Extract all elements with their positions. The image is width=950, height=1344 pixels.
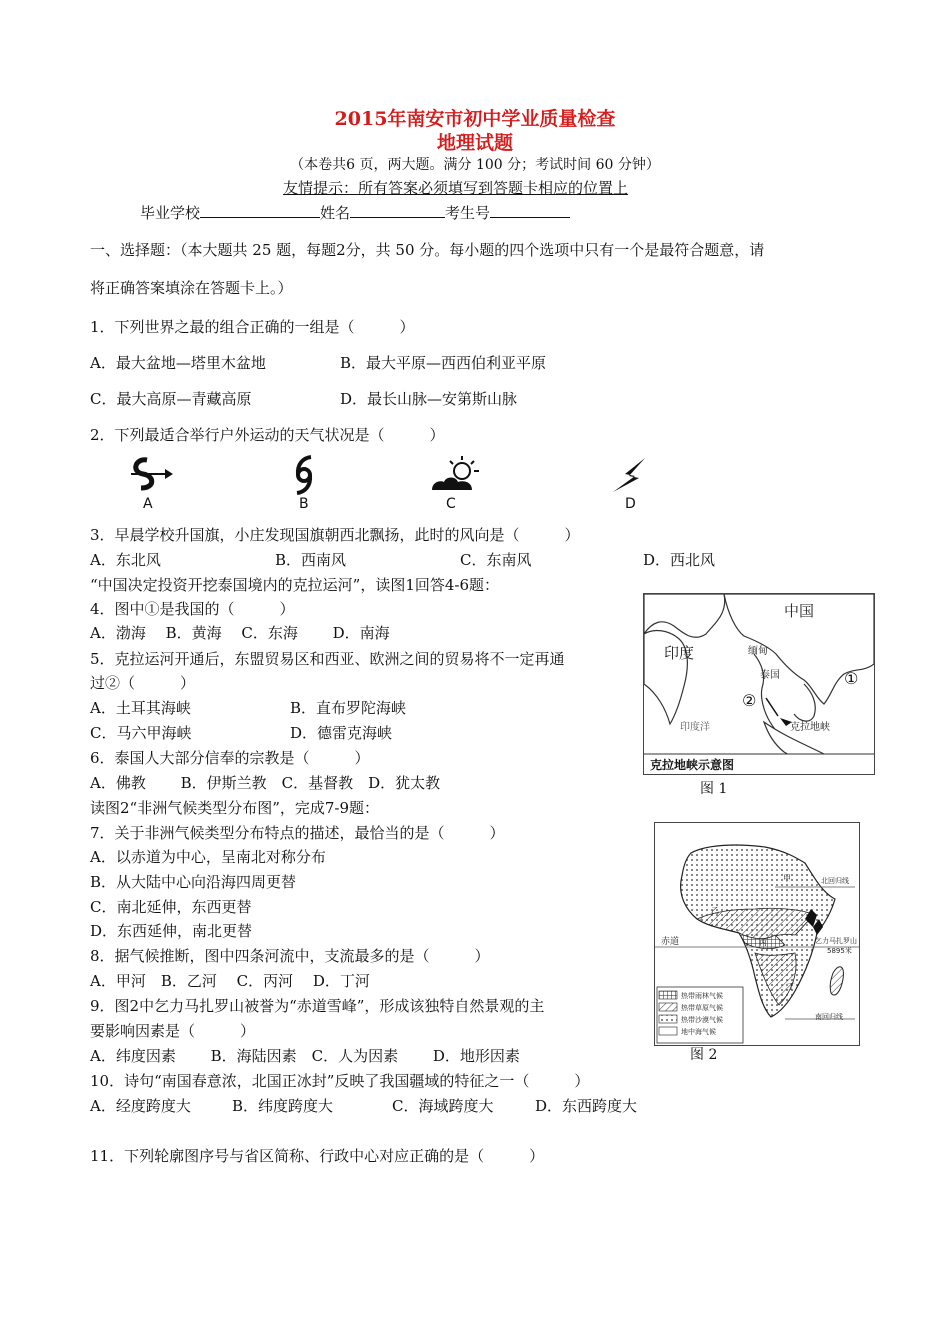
exam-subtitle: 地理试题 xyxy=(436,132,513,154)
q7-option-c[interactable]: C．南北延伸，东西更替 xyxy=(90,898,252,916)
q3-option-c[interactable]: C．东南风 xyxy=(460,551,532,569)
label-thailand: 泰国 xyxy=(760,670,780,681)
q1-option-d[interactable]: D．最长山脉—安第斯山脉 xyxy=(340,390,518,408)
tip-text: 友情提示：所有答案必须填写到答题卡相应的位置上 xyxy=(283,179,629,197)
figure1-kra-map xyxy=(643,593,875,775)
q7-option-b[interactable]: B．从大陆中心向沿海四周更替 xyxy=(90,873,297,891)
label-marker-1: ① xyxy=(844,669,859,688)
q9-stem-2: 要影响因素是（ ） xyxy=(90,1022,256,1040)
label-kilimanjaro: 乞力马扎罗山 xyxy=(815,937,857,945)
label-kra-strait: 克拉地峡 xyxy=(790,722,830,733)
legend-savanna: 热带草原气候 xyxy=(681,1004,723,1012)
section1-intro-2: 将正确答案填涂在答题卡上。） xyxy=(90,279,293,297)
typhoon-icon xyxy=(285,452,325,512)
intro-7-9: 读图2“非洲气候类型分布图”，完成7-9题： xyxy=(90,799,380,817)
q3-stem: 3．早晨学校升国旗，小庄发现国旗朝西北飘扬，此时的风向是（ ） xyxy=(90,526,580,544)
label-china: 中国 xyxy=(784,602,815,620)
q1-option-b[interactable]: B．最大平原—西西伯利亚平原 xyxy=(340,354,547,372)
africa-map-svg xyxy=(655,823,859,1045)
q4-options[interactable]: A．渤海 B．黄海 C．东海 D．南海 xyxy=(90,624,390,642)
section1-intro: 一、选择题：（本大题共 25 题，每题2分，共 50 分。每小题的四个选项中只有一个是最符合题意，请 xyxy=(90,241,765,259)
q8-stem: 8．据气候推断，图中四条河流中，支流最多的是（ ） xyxy=(90,947,490,965)
q5-option-a[interactable]: A．土耳其海峡 xyxy=(90,699,191,717)
school-label: 毕业学校 xyxy=(140,204,201,222)
q10-option-d[interactable]: D．东西跨度大 xyxy=(535,1097,638,1115)
legend-rainforest: 热带雨林气候 xyxy=(681,992,723,1000)
sandstorm-icon xyxy=(125,452,185,512)
q6-stem: 6．泰国人大部分信奉的宗教是（ ） xyxy=(90,749,370,767)
label-river-yi: 乙 xyxy=(711,906,719,915)
label-equator: 赤道 xyxy=(661,937,680,947)
student-info-fields xyxy=(140,202,570,223)
q1-option-c[interactable]: C．最大高原—青藏高原 xyxy=(90,390,252,408)
label-river-ding: 丁 xyxy=(787,982,795,991)
q2-label-b: B xyxy=(299,496,309,512)
q2-stem: 2．下列最适合举行户外运动的天气状况是（ ） xyxy=(90,426,445,444)
q4-stem: 4．图中①是我国的（ ） xyxy=(90,600,295,618)
q7-option-a[interactable]: A．以赤道为中心，呈南北对称分布 xyxy=(90,848,326,866)
q3-option-a[interactable]: A．东北风 xyxy=(90,551,161,569)
school-blank[interactable] xyxy=(200,203,320,218)
name-blank[interactable] xyxy=(350,203,445,218)
q2-option-b[interactable] xyxy=(285,452,325,512)
q2-option-d[interactable] xyxy=(605,452,660,512)
q2-option-a[interactable] xyxy=(125,452,185,512)
label-indian-ocean: 印度洋 xyxy=(680,722,710,733)
legend-desert: 热带沙漠气候 xyxy=(681,1016,723,1024)
legend-mediterranean: 地中海气候 xyxy=(681,1028,716,1036)
q2-label-c: C xyxy=(446,496,456,512)
q1-stem: 1．下列世界之最的组合正确的一组是（ ） xyxy=(90,318,415,336)
q5-stem-2: 过②（ ） xyxy=(90,674,196,692)
q11-stem: 11．下列轮廓图序号与省区简称、行政中心对应正确的是（ ） xyxy=(90,1147,545,1165)
map-title: 克拉地峡示意图 xyxy=(650,758,735,772)
label-river-jia: 甲 xyxy=(783,874,791,883)
intro-4-6: “中国决定投资开挖泰国境内的克拉运河”，读图1回答4-6题： xyxy=(90,576,500,594)
thunderstorm-icon xyxy=(605,452,660,512)
label-kili-height: 5895米 xyxy=(827,947,852,955)
kra-map-svg xyxy=(644,594,874,774)
figure2-caption: 图 2 xyxy=(690,1047,718,1063)
label-river-bing: 丙 xyxy=(759,938,767,947)
label-india: 印度 xyxy=(664,644,695,662)
figure1-caption: 图 1 xyxy=(700,781,728,797)
partly-cloudy-icon xyxy=(428,452,488,512)
q5-option-c[interactable]: C．马六甲海峡 xyxy=(90,724,192,742)
name-label: 姓名 xyxy=(320,204,351,222)
q9-stem: 9．图2中乞力马扎罗山被誉为“赤道雪峰”，形成该独特自然景观的主 xyxy=(90,997,545,1015)
q7-option-d[interactable]: D．东西延伸，南北更替 xyxy=(90,922,253,940)
label-marker-2: ② xyxy=(742,691,757,710)
q2-label-a: A xyxy=(143,496,153,512)
q10-option-c[interactable]: C．海域跨度大 xyxy=(392,1097,494,1115)
q10-option-a[interactable]: A．经度跨度大 xyxy=(90,1097,191,1115)
q6-options[interactable]: A．佛教 B．伊斯兰教 C．基督教 D．犹太教 xyxy=(90,774,441,792)
q3-option-b[interactable]: B．西南风 xyxy=(275,551,347,569)
q2-option-c[interactable] xyxy=(428,452,488,512)
exam-info: （本卷共6 页，两大题。满分 100 分；考试时间 60 分钟） xyxy=(290,157,660,173)
friendly-tip xyxy=(283,177,628,198)
q3-option-d[interactable]: D．西北风 xyxy=(643,551,716,569)
q5-option-b[interactable]: B．直布罗陀海峡 xyxy=(290,699,407,717)
label-tropic-north: 北回归线 xyxy=(821,877,849,885)
exam-title: 2015年南安市初中学业质量检查 xyxy=(334,108,616,130)
q5-option-d[interactable]: D．德雷克海峡 xyxy=(290,724,393,742)
q1-option-a[interactable]: A．最大盆地—塔里木盆地 xyxy=(90,354,266,372)
exam-no-blank[interactable] xyxy=(490,203,570,218)
q7-stem: 7．关于非洲气候类型分布特点的描述，最恰当的是（ ） xyxy=(90,824,505,842)
exam-no-label: 考生号 xyxy=(445,204,491,222)
q5-stem: 5．克拉运河开通后，东盟贸易区和西亚、欧洲之间的贸易将不一定再通 xyxy=(90,650,565,668)
figure2-africa-climate-map xyxy=(654,822,860,1046)
label-tropic-south: 南回归线 xyxy=(815,1013,843,1021)
label-myanmar: 缅甸 xyxy=(748,646,768,657)
q10-stem: 10．诗句“南国春意浓，北国正冰封”反映了我国疆域的特征之一（ ） xyxy=(90,1072,590,1090)
q2-label-d: D xyxy=(625,496,636,512)
q8-options[interactable]: A．甲河 B．乙河 C．丙河 D．丁河 xyxy=(90,972,370,990)
q10-option-b[interactable]: B．纬度跨度大 xyxy=(232,1097,334,1115)
q9-options[interactable]: A．纬度因素 B．海陆因素 C．人为因素 D．地形因素 xyxy=(90,1047,520,1065)
